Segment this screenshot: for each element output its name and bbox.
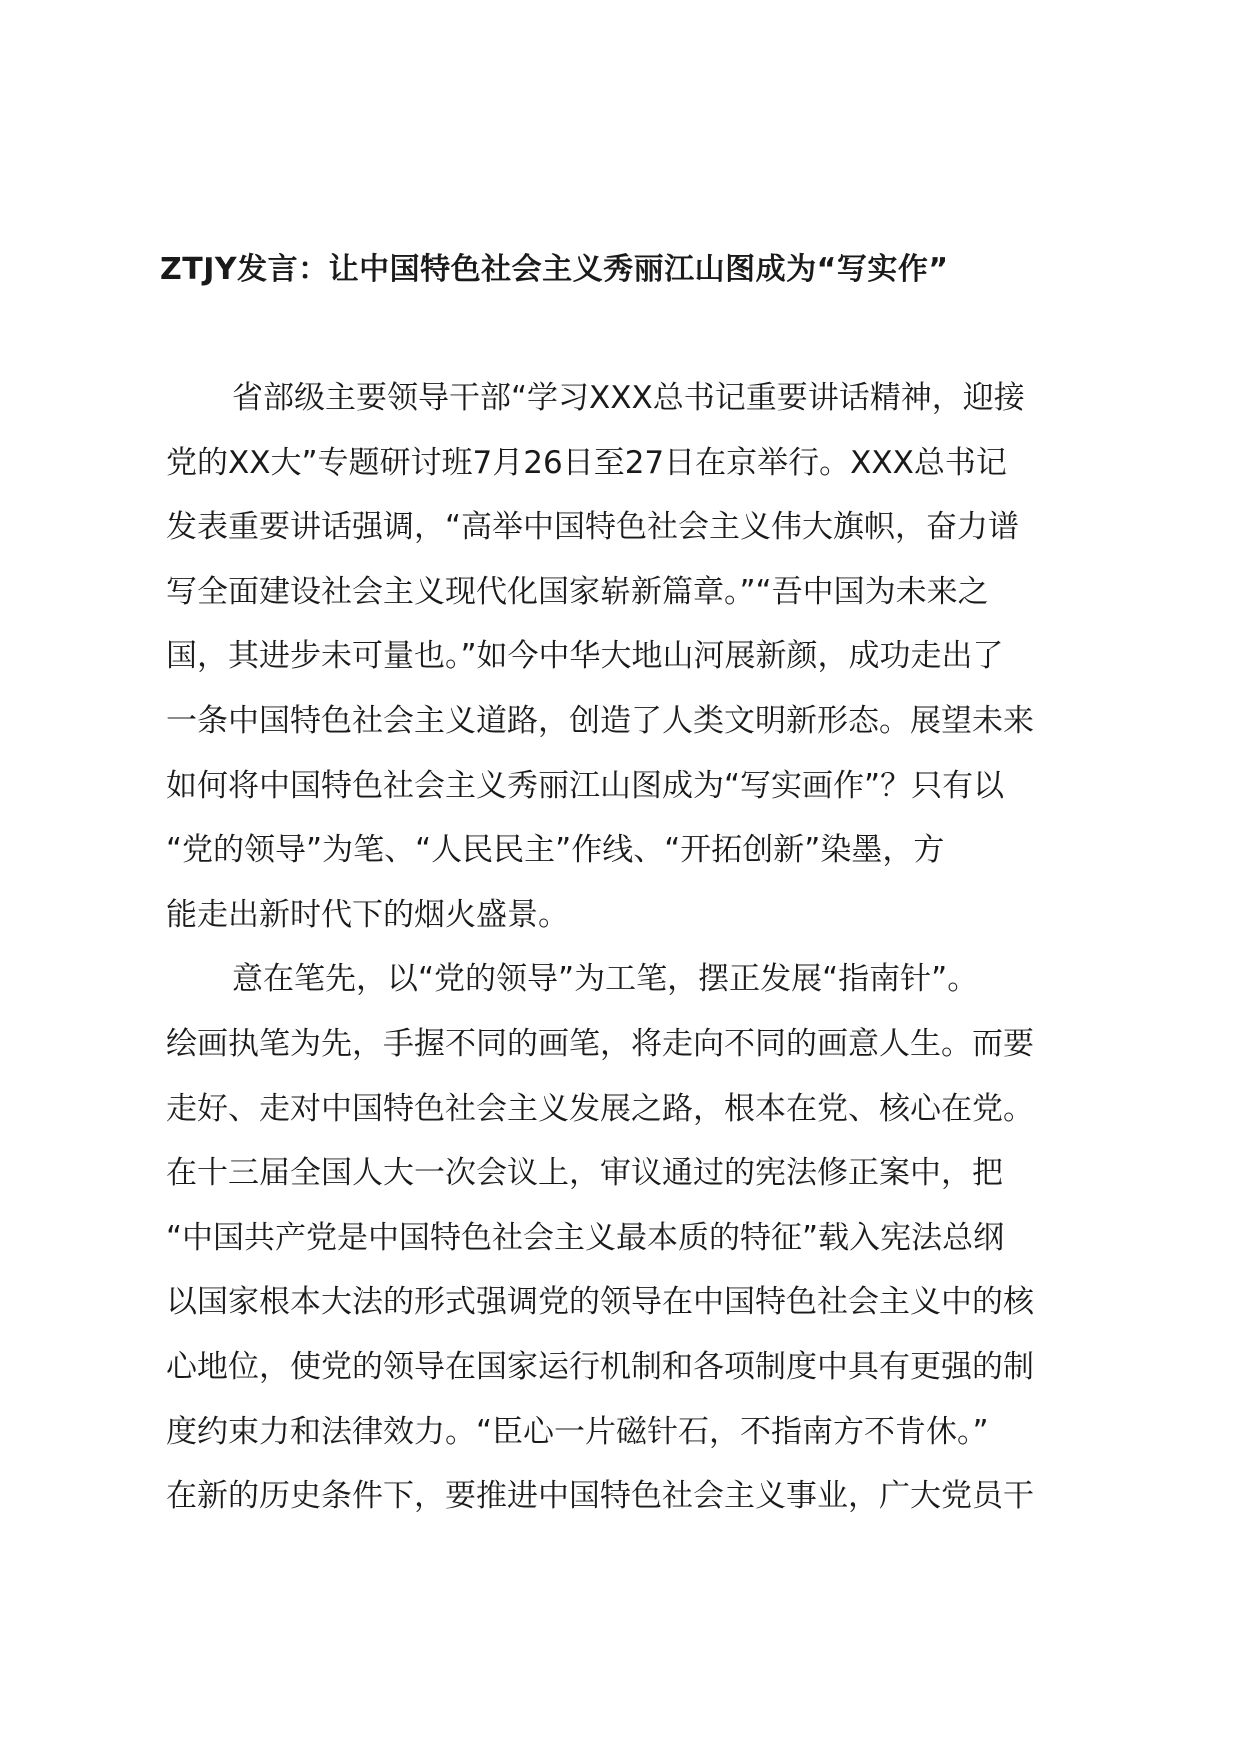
body-line: 省部级主要领导干部“学习XXX总书记重要讲话精神，迎接: [232, 380, 1025, 416]
body-line: 以国家根本大法的形式强调党的领导在中国特色社会主义中的核: [166, 1284, 1034, 1321]
body-line: “中国共产党是中国特色社会主义最本质的特征”载入宪法总纲: [166, 1219, 1005, 1256]
body-line: 国，其进步未可量也。”如今中华大地山河展新颜，成功走出了: [166, 638, 1004, 675]
body-line: “党的领导”为笔、“人民民主”作线、“开拓创新”染墨，方: [166, 832, 945, 869]
body-line: 心地位，使党的领导在国家运行机制和各项制度中具有更强的制: [166, 1348, 1034, 1385]
body-line: 在十三届全国人大一次会议上，审议通过的宪法修正案中，把: [166, 1155, 1003, 1192]
body-line: 意在笔先，以“党的领导”为工笔，摆正发展“指南针”。: [232, 961, 979, 998]
body-line: 度约束力和法律效力。“臣心一片磁针石，不指南方不肯休。”: [166, 1413, 989, 1450]
body-line: 如何将中国特色社会主义秀丽江山图成为“写实画作”？只有以: [166, 767, 1005, 804]
body-line: 在新的历史条件下，要推进中国特色社会主义事业，广大党员干: [166, 1478, 1034, 1515]
document-body: [166, 366, 1101, 1529]
body-line: 党的XX大”专题研讨班7月26日至27日在京举行。XXX总书记: [166, 444, 1007, 481]
body-line: 一条中国特色社会主义道路，创造了人类文明新形态。展望未来: [166, 702, 1034, 739]
body-line: 发表重要讲话强调，“高举中国特色社会主义伟大旗帜，奋力谱: [166, 509, 1020, 546]
body-line: 能走出新时代下的烟火盛景。: [166, 896, 569, 933]
body-line: 走好、走对中国特色社会主义发展之路，根本在党、核心在党。: [166, 1090, 1034, 1127]
body-line: 写全面建设社会主义现代化国家崭新篇章。”“吾中国为未来之: [166, 573, 989, 610]
document-title: ZTJY发言：让中国特色社会主义秀丽江山图成为“写实作”: [160, 252, 949, 287]
body-line: 绘画执笔为先，手握不同的画笔，将走向不同的画意人生。而要: [166, 1025, 1034, 1062]
